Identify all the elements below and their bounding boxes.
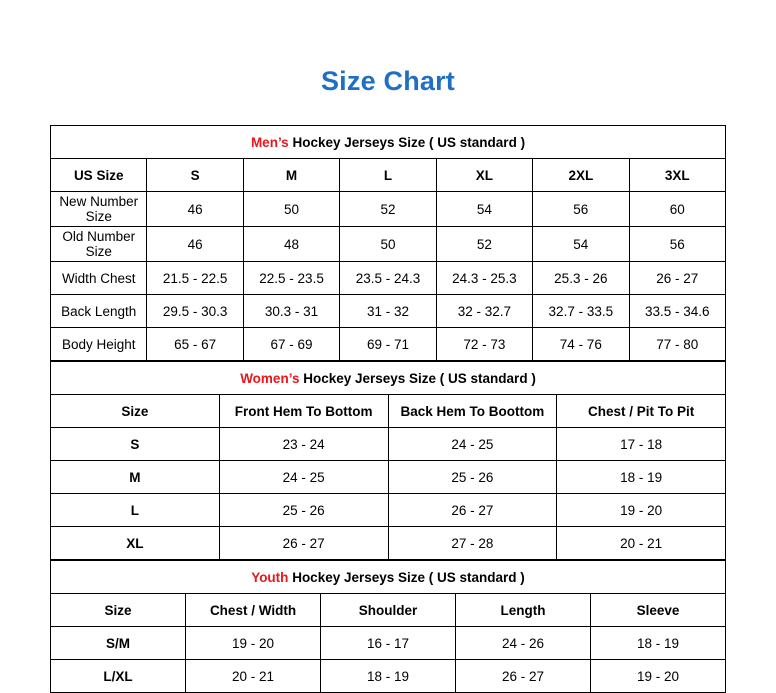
- mens-cell: 26 - 27: [629, 262, 725, 295]
- youth-col-0: Size: [51, 594, 186, 627]
- womens-cell: 17 - 18: [557, 428, 726, 461]
- mens-cell: 65 - 67: [147, 328, 243, 361]
- youth-cell: 16 - 17: [321, 627, 456, 660]
- mens-cell: 72 - 73: [436, 328, 532, 361]
- mens-row-label: Body Height: [51, 328, 147, 361]
- mens-section-heading-rest: Hockey Jerseys Size ( US standard ): [288, 134, 526, 150]
- table-header-row: [51, 395, 726, 428]
- table-row: [51, 627, 726, 660]
- womens-col-2: Back Hem To Boottom: [388, 395, 557, 428]
- womens-row-label: L: [51, 494, 220, 527]
- size-chart-container: [50, 97, 726, 693]
- womens-cell: 19 - 20: [557, 494, 726, 527]
- mens-cell: 21.5 - 22.5: [147, 262, 243, 295]
- table-row: [51, 328, 726, 361]
- mens-cell: 23.5 - 24.3: [340, 262, 436, 295]
- youth-row-label: S/M: [51, 627, 186, 660]
- youth-cell: 20 - 21: [186, 660, 321, 693]
- womens-section-heading: [51, 362, 726, 395]
- table-row: [51, 527, 726, 560]
- youth-cell: 18 - 19: [591, 627, 726, 660]
- mens-cell: 69 - 71: [340, 328, 436, 361]
- mens-cell: 25.3 - 26: [533, 262, 629, 295]
- table-header-row: [51, 159, 726, 192]
- youth-col-2: Shoulder: [321, 594, 456, 627]
- youth-cell: 18 - 19: [321, 660, 456, 693]
- mens-cell: 32 - 32.7: [436, 295, 532, 328]
- womens-col-0: Size: [51, 395, 220, 428]
- mens-cell: 50: [243, 192, 339, 227]
- youth-cell: 19 - 20: [186, 627, 321, 660]
- mens-cell: 60: [629, 192, 725, 227]
- mens-col-2: M: [243, 159, 339, 192]
- mens-col-4: XL: [436, 159, 532, 192]
- mens-cell: 54: [533, 227, 629, 262]
- womens-cell: 25 - 26: [388, 461, 557, 494]
- youth-cell: 24 - 26: [456, 627, 591, 660]
- mens-cell: 22.5 - 23.5: [243, 262, 339, 295]
- mens-cell: 46: [147, 192, 243, 227]
- youth-row-label: L/XL: [51, 660, 186, 693]
- table-row: [51, 660, 726, 693]
- mens-size-table: [50, 125, 726, 361]
- womens-cell: 26 - 27: [388, 494, 557, 527]
- table-section-heading-row: [51, 362, 726, 395]
- mens-cell: 32.7 - 33.5: [533, 295, 629, 328]
- table-row: [51, 494, 726, 527]
- mens-col-5: 2XL: [533, 159, 629, 192]
- womens-cell: 24 - 25: [388, 428, 557, 461]
- youth-section-heading: [51, 561, 726, 594]
- youth-col-3: Length: [456, 594, 591, 627]
- table-header-row: [51, 594, 726, 627]
- mens-cell: 50: [340, 227, 436, 262]
- mens-cell: 33.5 - 34.6: [629, 295, 725, 328]
- womens-cell: 18 - 19: [557, 461, 726, 494]
- youth-section-heading-accent: Youth: [251, 569, 289, 585]
- mens-section-heading: [51, 126, 726, 159]
- table-row: [51, 428, 726, 461]
- womens-section-heading-rest: Hockey Jerseys Size ( US standard ): [299, 370, 536, 386]
- table-section-heading-row: [51, 126, 726, 159]
- page-title: Size Chart: [320, 66, 456, 96]
- womens-cell: 25 - 26: [219, 494, 388, 527]
- mens-cell: 52: [436, 227, 532, 262]
- youth-col-4: Sleeve: [591, 594, 726, 627]
- mens-row-label: Old Number Size: [51, 227, 147, 262]
- mens-cell: 24.3 - 25.3: [436, 262, 532, 295]
- mens-cell: 77 - 80: [629, 328, 725, 361]
- mens-cell: 48: [243, 227, 339, 262]
- mens-row-label: Width Chest: [51, 262, 147, 295]
- youth-size-table: [50, 560, 726, 693]
- mens-cell: 52: [340, 192, 436, 227]
- mens-cell: 56: [533, 192, 629, 227]
- table-row: [51, 262, 726, 295]
- mens-col-3: L: [340, 159, 436, 192]
- youth-col-1: Chest / Width: [186, 594, 321, 627]
- womens-row-label: M: [51, 461, 220, 494]
- mens-row-label: New Number Size: [51, 192, 147, 227]
- mens-row-label: Back Length: [51, 295, 147, 328]
- table-row: [51, 227, 726, 262]
- mens-cell: 46: [147, 227, 243, 262]
- womens-cell: 20 - 21: [557, 527, 726, 560]
- youth-cell: 26 - 27: [456, 660, 591, 693]
- table-section-heading-row: [51, 561, 726, 594]
- womens-cell: 24 - 25: [219, 461, 388, 494]
- mens-col-0: US Size: [51, 159, 147, 192]
- table-row: [51, 461, 726, 494]
- youth-section-heading-rest: Hockey Jerseys Size ( US standard ): [288, 569, 525, 585]
- mens-cell: 29.5 - 30.3: [147, 295, 243, 328]
- womens-cell: 27 - 28: [388, 527, 557, 560]
- table-row: [51, 295, 726, 328]
- womens-section-heading-accent: Women’s: [240, 370, 300, 386]
- mens-col-6: 3XL: [629, 159, 725, 192]
- womens-cell: 23 - 24: [219, 428, 388, 461]
- mens-cell: 54: [436, 192, 532, 227]
- womens-cell: 26 - 27: [219, 527, 388, 560]
- womens-col-1: Front Hem To Bottom: [219, 395, 388, 428]
- youth-cell: 19 - 20: [591, 660, 726, 693]
- mens-cell: 30.3 - 31: [243, 295, 339, 328]
- table-row: [51, 192, 726, 227]
- mens-cell: 31 - 32: [340, 295, 436, 328]
- mens-cell: 74 - 76: [533, 328, 629, 361]
- womens-col-3: Chest / Pit To Pit: [557, 395, 726, 428]
- mens-cell: 56: [629, 227, 725, 262]
- womens-row-label: XL: [51, 527, 220, 560]
- womens-row-label: S: [51, 428, 220, 461]
- womens-size-table: [50, 361, 726, 560]
- mens-section-heading-accent: Men’s: [250, 134, 289, 150]
- mens-cell: 67 - 69: [243, 328, 339, 361]
- mens-col-1: S: [147, 159, 243, 192]
